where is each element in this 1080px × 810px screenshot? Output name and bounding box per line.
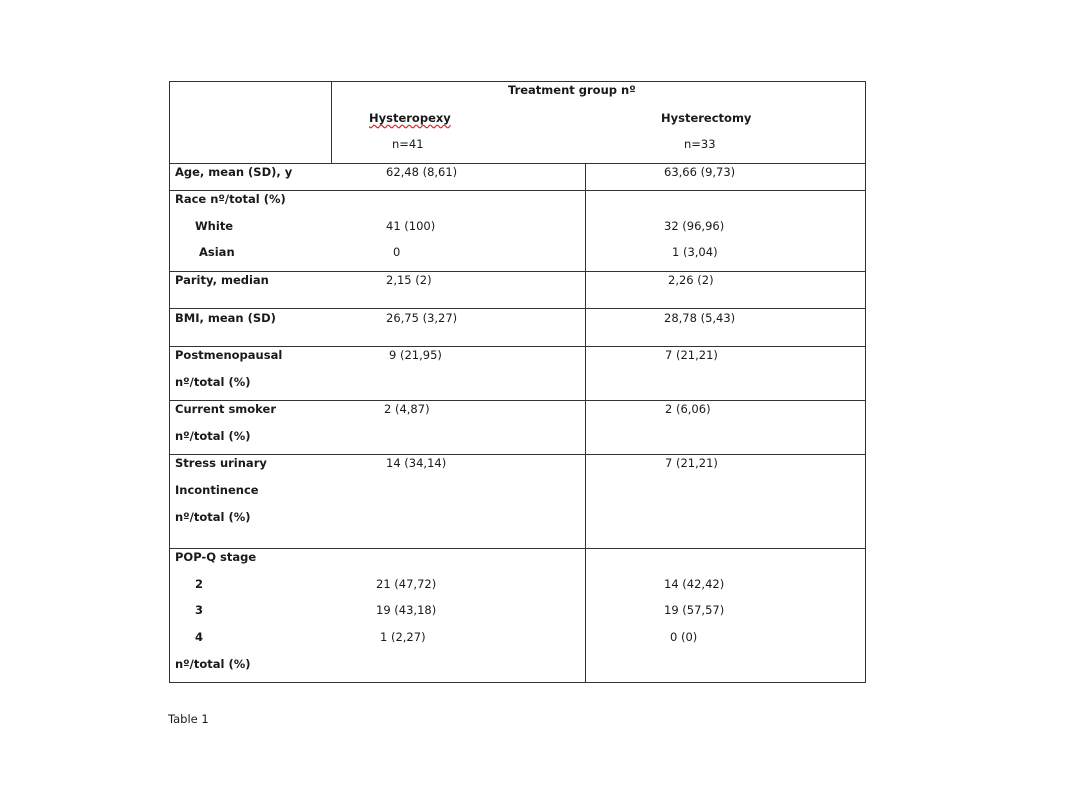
cell-smoker-hysteropexy: 2 (4,87) [384,402,430,416]
row-label-asian: Asian [199,245,235,259]
group-title: Treatment group nº [508,83,636,97]
row-label-popq-4: 4 [195,630,204,644]
cell-popq4-hysteropexy: 1 (2,27) [380,630,426,644]
cell-bmi-hysteropexy: 26,75 (3,27) [386,311,458,325]
cell-postmenopausal-hysteropexy: 9 (21,95) [389,348,442,362]
row-label-smoker-unit: nº/total (%) [175,429,251,443]
row-label-postmenopausal: Postmenopausal [175,348,283,362]
row-label-popq: POP-Q stage [175,550,257,564]
cell-age-hysteropexy: 62,48 (8,61) [386,165,458,179]
cell-popq3-hysterectomy: 19 (57,57) [664,603,725,617]
cell-sui-hysterectomy: 7 (21,21) [665,456,718,470]
row-label-age: Age, mean (SD), y [175,165,293,179]
cell-sui-hysteropexy: 14 (34,14) [386,456,447,470]
col-header-hysteropexy: Hysteropexy [369,111,451,125]
cell-popq2-hysterectomy: 14 (42,42) [664,577,725,591]
row-label-popq-2: 2 [195,577,204,591]
row-label-popq-3: 3 [195,603,204,617]
cell-asian-hysteropexy: 0 [393,245,401,259]
row-label-race: Race nº/total (%) [175,192,286,206]
row-label-sui-2: Incontinence [175,483,259,497]
row-label-smoker: Current smoker [175,402,276,416]
row-label-sui: Stress urinary [175,456,267,470]
cell-popq4-hysterectomy: 0 (0) [670,630,698,644]
row-label-parity: Parity, median [175,273,269,287]
col-n-hysteropexy: n=41 [392,137,424,151]
col-header-hysterectomy: Hysterectomy [661,111,752,125]
cell-popq2-hysteropexy: 21 (47,72) [376,577,437,591]
cell-postmenopausal-hysterectomy: 7 (21,21) [665,348,718,362]
row-label-white: White [195,219,234,233]
row-label-sui-unit: nº/total (%) [175,510,251,524]
cell-parity-hysteropexy: 2,15 (2) [386,273,432,287]
cell-parity-hysterectomy: 2,26 (2) [668,273,714,287]
row-label-popq-unit: nº/total (%) [175,657,251,671]
cell-popq3-hysteropexy: 19 (43,18) [376,603,437,617]
cell-smoker-hysterectomy: 2 (6,06) [665,402,711,416]
cell-white-hysteropexy: 41 (100) [386,219,436,233]
cell-age-hysterectomy: 63,66 (9,73) [664,165,736,179]
cell-asian-hysterectomy: 1 (3,04) [672,245,718,259]
cell-bmi-hysterectomy: 28,78 (5,43) [664,311,736,325]
cell-white-hysterectomy: 32 (96,96) [664,219,725,233]
row-label-postmenopausal-unit: nº/total (%) [175,375,251,389]
table-caption: Table 1 [168,712,209,726]
row-label-bmi: BMI, mean (SD) [175,311,276,325]
col-n-hysterectomy: n=33 [684,137,716,151]
